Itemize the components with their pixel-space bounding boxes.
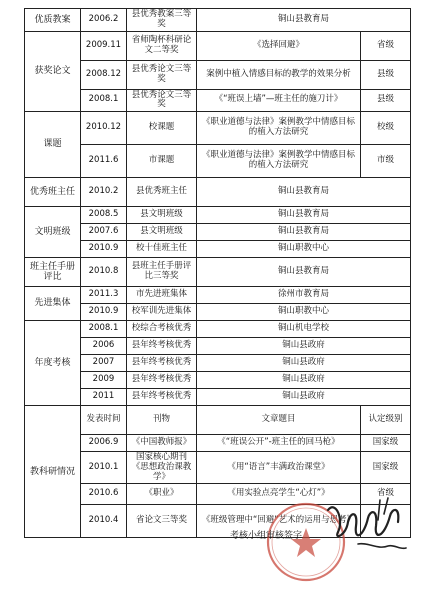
award-cell: 县优秀教案三等奖 bbox=[127, 9, 197, 32]
table-row bbox=[25, 355, 411, 372]
award-cell: 县年终考核优秀 bbox=[127, 372, 197, 389]
level-cell: 县级 bbox=[361, 60, 411, 89]
title-cell: 《选择回避》 bbox=[197, 31, 361, 60]
table-row bbox=[25, 406, 411, 435]
table-row bbox=[25, 452, 411, 484]
category-cell: 优质教案 bbox=[25, 9, 81, 32]
date-cell: 2010.2 bbox=[81, 178, 127, 207]
award-cell: 县年终考核优秀 bbox=[127, 389, 197, 406]
org-cell: 铜山县政府 bbox=[197, 338, 411, 355]
award-cell: 校课题 bbox=[127, 112, 197, 145]
publication-cell: 省论文三等奖 bbox=[127, 505, 197, 538]
level-cell: 省级 bbox=[361, 484, 411, 505]
table-row bbox=[25, 145, 411, 178]
org-cell: 铜山县教育局 bbox=[197, 178, 411, 207]
date-cell: 2007.6 bbox=[81, 224, 127, 241]
level-cell: 县级 bbox=[361, 89, 411, 112]
title-cell: 《用实验点亮学生“心灯”》 bbox=[197, 484, 361, 505]
org-cell: 铜山机电学校 bbox=[197, 321, 411, 338]
publication-cell: 《中国教师报》 bbox=[127, 435, 197, 452]
date-cell: 2010.9 bbox=[81, 304, 127, 321]
category-cell: 先进集体 bbox=[25, 287, 81, 321]
table-row bbox=[25, 112, 411, 145]
publication-cell: 国家核心期刊《思想政治课教学》 bbox=[127, 452, 197, 484]
award-cell: 市先进班集体 bbox=[127, 287, 197, 304]
date-cell: 2008.1 bbox=[81, 89, 127, 112]
table-row bbox=[25, 178, 411, 207]
org-cell: 铜山县教育局 bbox=[197, 224, 411, 241]
award-cell: 省师陶杯科研论文二等奖 bbox=[127, 31, 197, 60]
level-cell: 省级 bbox=[361, 31, 411, 60]
award-cell: 县年终考核优秀 bbox=[127, 355, 197, 372]
category-cell: 文明班级 bbox=[25, 207, 81, 258]
date-cell: 2006 bbox=[81, 338, 127, 355]
category-cell: 班主任手册评比 bbox=[25, 258, 81, 287]
table-row bbox=[25, 224, 411, 241]
award-cell: 县班主任手册评比三等奖 bbox=[127, 258, 197, 287]
date-cell: 2010.6 bbox=[81, 484, 127, 505]
date-cell: 2010.8 bbox=[81, 258, 127, 287]
date-cell: 2006.9 bbox=[81, 435, 127, 452]
table-row bbox=[25, 287, 411, 304]
org-cell: 铜山职教中心 bbox=[197, 304, 411, 321]
date-cell: 2010.1 bbox=[81, 452, 127, 484]
title-cell: 《班级管理中“回避”艺术的运用与思考》 bbox=[197, 505, 361, 538]
title-cell: 《职业道德与法律》案例教学中情感目标的植入方法研究 bbox=[197, 112, 361, 145]
date-cell: 2010.12 bbox=[81, 112, 127, 145]
category-cell: 获奖论文 bbox=[25, 31, 81, 112]
date-cell: 2007 bbox=[81, 355, 127, 372]
publication-cell: 《职业》 bbox=[127, 484, 197, 505]
award-cell: 县文明班级 bbox=[127, 224, 197, 241]
title-cell: 《职业道德与法律》案例教学中情感目标的植入方法研究 bbox=[197, 145, 361, 178]
date-cell: 2009 bbox=[81, 372, 127, 389]
award-cell: 市课题 bbox=[127, 145, 197, 178]
table-row bbox=[25, 9, 411, 32]
table-row bbox=[25, 258, 411, 287]
org-cell: 铜山县政府 bbox=[197, 355, 411, 372]
org-cell: 铜山县教育局 bbox=[197, 258, 411, 287]
date-cell: 2006.2 bbox=[81, 9, 127, 32]
award-cell: 校综合考核优秀 bbox=[127, 321, 197, 338]
header-title: 文章题目 bbox=[197, 406, 361, 435]
award-cell: 县优秀论文三等奖 bbox=[127, 89, 197, 112]
table-row bbox=[25, 435, 411, 452]
level-cell: 校级 bbox=[361, 112, 411, 145]
category-cell: 优秀班主任 bbox=[25, 178, 81, 207]
date-cell: 2008.1 bbox=[81, 321, 127, 338]
org-cell: 铜山县教育局 bbox=[197, 9, 411, 32]
table-row bbox=[25, 241, 411, 258]
title-cell: 《“班误公开”-班主任的回马枪》 bbox=[197, 435, 361, 452]
level-cell: 国家级 bbox=[361, 452, 411, 484]
award-cell: 校十佳班主任 bbox=[127, 241, 197, 258]
header-level: 认定级别 bbox=[361, 406, 411, 435]
table-row bbox=[25, 304, 411, 321]
title-cell: 《“班误上墙”—班主任的施刀计》 bbox=[197, 89, 361, 112]
award-cell: 县优秀班主任 bbox=[127, 178, 197, 207]
handwritten-signature bbox=[318, 492, 414, 562]
date-cell: 2010.4 bbox=[81, 505, 127, 538]
category-cell: 教科研情况 bbox=[25, 406, 81, 538]
review-signature-label: 考核小组审核签字 bbox=[230, 531, 303, 541]
level-cell: 国家级 bbox=[361, 435, 411, 452]
date-cell: 2011.3 bbox=[81, 287, 127, 304]
date-cell: 2011.6 bbox=[81, 145, 127, 178]
table-row bbox=[25, 60, 411, 89]
header-publication: 刊物 bbox=[127, 406, 197, 435]
title-cell: 《用“语言”丰满政治课堂》 bbox=[197, 452, 361, 484]
award-cell: 县优秀论文三等奖 bbox=[127, 60, 197, 89]
awards-table bbox=[24, 8, 411, 538]
org-cell: 铜山县政府 bbox=[197, 389, 411, 406]
header-date: 发表时间 bbox=[81, 406, 127, 435]
date-cell: 2008.12 bbox=[81, 60, 127, 89]
date-cell: 2010.9 bbox=[81, 241, 127, 258]
category-cell: 年度考核 bbox=[25, 321, 81, 406]
award-cell: 县年终考核优秀 bbox=[127, 338, 197, 355]
table-row bbox=[25, 89, 411, 112]
table-row bbox=[25, 31, 411, 60]
org-cell: 铜山县教育局 bbox=[197, 207, 411, 224]
table-row bbox=[25, 389, 411, 406]
table-row bbox=[25, 372, 411, 389]
org-cell: 铜山县政府 bbox=[197, 372, 411, 389]
date-cell: 2011 bbox=[81, 389, 127, 406]
table-row bbox=[25, 207, 411, 224]
table-row bbox=[25, 338, 411, 355]
date-cell: 2009.11 bbox=[81, 31, 127, 60]
title-cell: 案例中植入情感目标的教学的效果分析 bbox=[197, 60, 361, 89]
org-cell: 铜山职教中心 bbox=[197, 241, 411, 258]
award-cell: 校军训先进集体 bbox=[127, 304, 197, 321]
award-cell: 县文明班级 bbox=[127, 207, 197, 224]
category-cell: 课题 bbox=[25, 112, 81, 178]
table-row bbox=[25, 321, 411, 338]
level-cell: 市级 bbox=[361, 145, 411, 178]
date-cell: 2008.5 bbox=[81, 207, 127, 224]
org-cell: 徐州市教育局 bbox=[197, 287, 411, 304]
